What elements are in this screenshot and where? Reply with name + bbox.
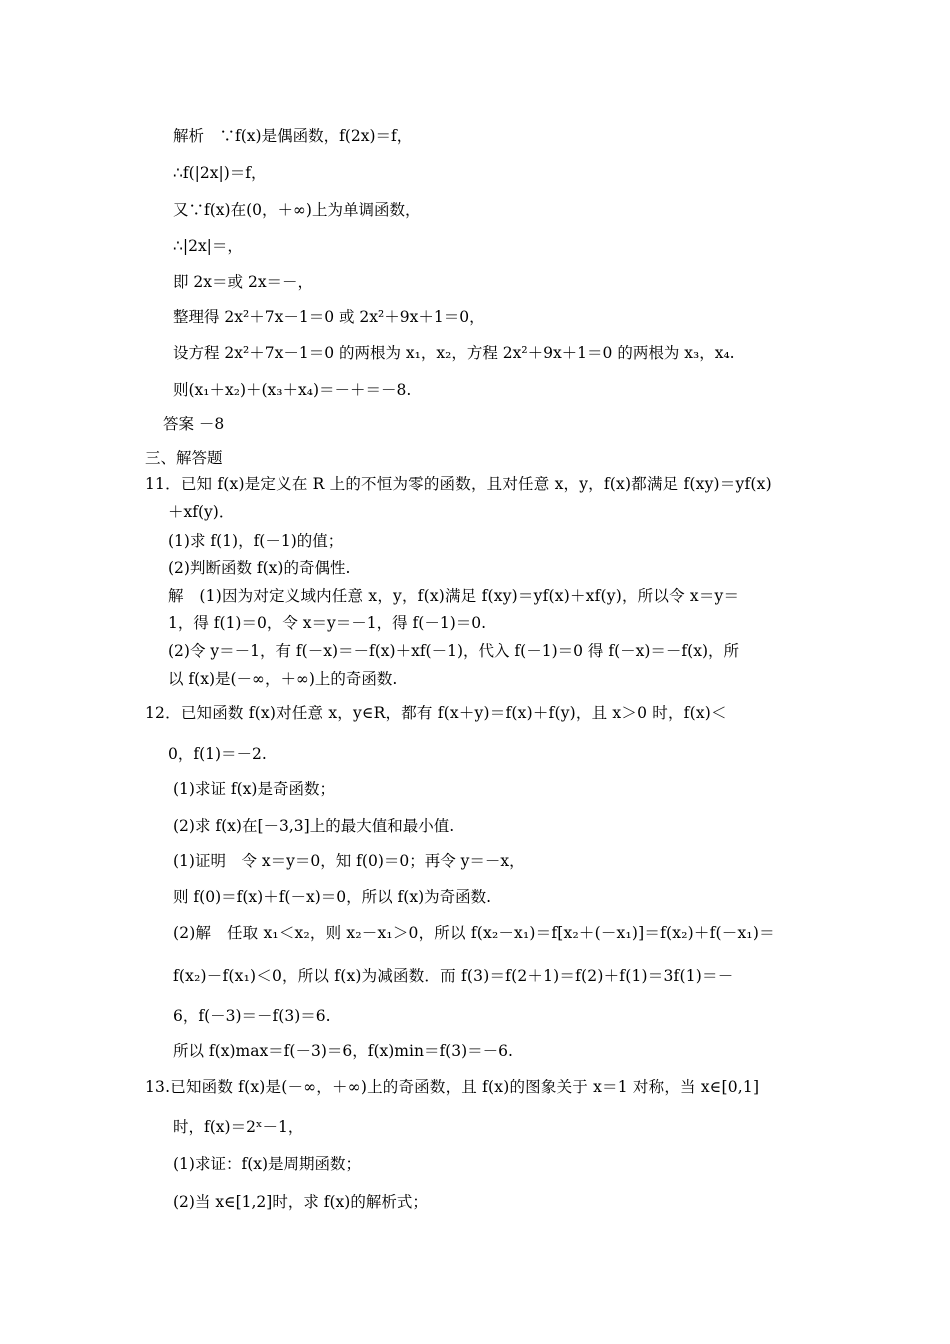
text-line: 设方程 2x²＋7x－1＝0 的两根为 x₁，x₂，方程 2x²＋9x＋1＝0 的两根为 x₃，x₄. bbox=[173, 344, 735, 362]
text-line: (2)当 x∈[1,2]时，求 f(x)的解析式； bbox=[173, 1193, 428, 1211]
text-line: (1)求证 f(x)是奇函数； bbox=[173, 780, 335, 798]
text-line: 时，f(x)＝2ˣ－1， bbox=[173, 1118, 304, 1136]
text-line: (2)令 y＝－1，有 f(－x)＝－f(x)＋xf(－1)，代入 f(－1)＝0 得 f(－x)＝－f(x)，所 bbox=[168, 642, 739, 660]
text-line: 则(x₁＋x₂)＋(x₃＋x₄)＝－＋＝－8. bbox=[173, 381, 412, 399]
text-line: 所以 f(x)max＝f(－3)＝6，f(x)min＝f(3)＝－6. bbox=[173, 1042, 513, 1060]
text-line: 则 f(0)＝f(x)＋f(－x)＝0，所以 f(x)为奇函数. bbox=[173, 888, 492, 906]
text-line: f(x₂)－f(x₁)＜0，所以 f(x)为减函数．而 f(3)＝f(2＋1)＝f(2)＋f(1)＝3f(1)＝－ bbox=[173, 967, 734, 985]
text-line: ∴|2x|＝， bbox=[173, 237, 243, 255]
problem-13: 13.已知函数 f(x)是(－∞，＋∞)上的奇函数，且 f(x)的图象关于 x＝1 对称，当 x∈[0,1] bbox=[145, 1078, 760, 1096]
text-line: 解析 ∵f(x)是偶函数，f(2x)＝f， bbox=[173, 127, 413, 145]
problem-12: 12．已知函数 f(x)对任意 x，y∈R，都有 f(x＋y)＝f(x)＋f(y)，且 x＞0 时，f(x)＜ bbox=[145, 704, 727, 722]
text-line: (2)解 任取 x₁＜x₂，则 x₂－x₁＞0，所以 f(x₂－x₁)＝f[x₂＋(－x₁)]＝f(x₂)＋f(－x₁)＝ bbox=[173, 924, 775, 942]
text-line: 以 f(x)是(－∞，＋∞)上的奇函数. bbox=[168, 670, 398, 688]
answer-label: 答案 －8 bbox=[163, 415, 225, 433]
text-line: (1)求证：f(x)是周期函数； bbox=[173, 1155, 362, 1173]
text-line: ＋xf(y)． bbox=[168, 503, 235, 521]
text-line: (2)求 f(x)在[－3,3]上的最大值和最小值. bbox=[173, 817, 455, 835]
text-line: 又∵f(x)在(0，＋∞)上为单调函数， bbox=[173, 201, 421, 219]
text-line: ∴f(|2x|)＝f， bbox=[173, 164, 267, 182]
text-line: (1)证明 令 x＝y＝0，知 f(0)＝0；再令 y＝－x， bbox=[173, 852, 525, 870]
text-line: 整理得 2x²＋7x－1＝0 或 2x²＋9x＋1＝0， bbox=[173, 308, 485, 326]
section-heading: 三、解答题 bbox=[145, 449, 223, 467]
text-line: (1)求 f(1)，f(－1)的值； bbox=[168, 532, 344, 550]
text-line: 1，得 f(1)＝0，令 x＝y＝－1，得 f(－1)＝0. bbox=[168, 614, 487, 632]
text-line: 0，f(1)＝－2. bbox=[168, 745, 267, 763]
text-line: 解 (1)因为对定义域内任意 x，y，f(x)满足 f(xy)＝yf(x)＋xf(y)，所以令 x＝y＝ bbox=[168, 587, 740, 605]
problem-11: 11．已知 f(x)是定义在 R 上的不恒为零的函数，且对任意 x，y，f(x)都满足 f(xy)＝yf(x) bbox=[145, 475, 772, 493]
text-line: (2)判断函数 f(x)的奇偶性. bbox=[168, 559, 351, 577]
text-line: 6，f(－3)＝－f(3)＝6. bbox=[173, 1007, 331, 1025]
text-line: 即 2x＝或 2x＝－， bbox=[173, 273, 314, 291]
